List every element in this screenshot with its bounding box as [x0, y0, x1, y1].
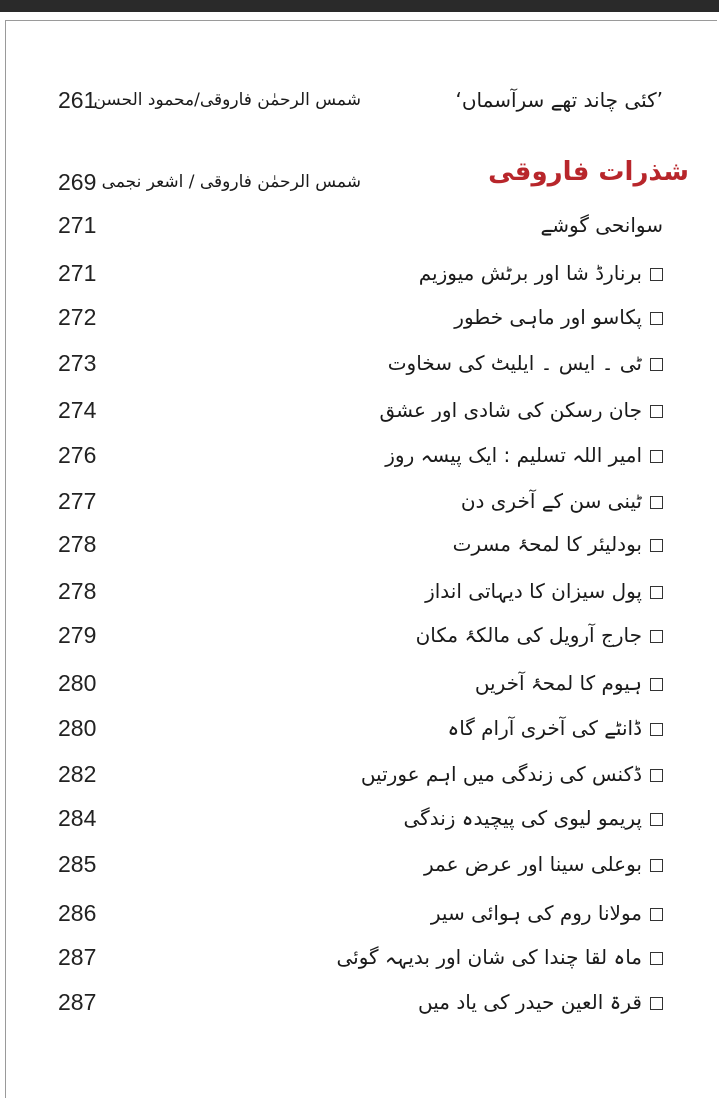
- toc-item: [0, 800, 719, 836]
- item-title: [416, 617, 663, 653]
- toc-item: [0, 756, 719, 792]
- item-title-text: ہیوم کا لمحۂ آخریں: [474, 671, 642, 695]
- toc-item: [0, 895, 719, 931]
- checkbox-square-icon: [650, 450, 663, 463]
- item-title: [385, 437, 663, 473]
- page-number: 272: [58, 304, 97, 330]
- item-title: [424, 846, 663, 882]
- item-title: [404, 800, 663, 836]
- entry-title: ’کئی چاند تھے سرآسماں‘: [455, 88, 663, 112]
- item-title-text: ڈانٹے کی آخری آرام گاہ: [447, 716, 642, 740]
- toc-item: [0, 846, 719, 882]
- toc-item: [0, 573, 719, 609]
- section-page-number: 269: [58, 169, 97, 195]
- checkbox-square-icon: [650, 496, 663, 509]
- subheading-row: [0, 207, 719, 243]
- item-title: [336, 939, 663, 975]
- item-title-text: برنارڈ شا اور برٹش میوزیم: [418, 261, 642, 285]
- item-title-text: مولانا روم کی ہوائی سیر: [430, 901, 642, 925]
- checkbox-square-icon: [650, 997, 663, 1010]
- item-title: [475, 665, 663, 701]
- item-title: [388, 345, 663, 381]
- item-title-text: پکاسو اور ماہی خطور: [454, 305, 642, 329]
- checkbox-square-icon: [650, 859, 663, 872]
- page-number: 277: [58, 488, 97, 514]
- page-number: 285: [58, 851, 97, 877]
- checkbox-square-icon: [650, 952, 663, 965]
- toc-item: [0, 299, 719, 335]
- page-number: 271: [58, 260, 97, 286]
- top-border-band: [0, 0, 719, 12]
- item-title-text: بودلیئر کا لمحۂ مسرت: [452, 532, 642, 556]
- entry-author: شمس الرحمٰن فاروقی/محمود الحسن: [93, 90, 361, 110]
- subheading: سوانحی گوشے: [540, 213, 663, 237]
- item-title-text: امیر اللہ تسلیم : ایک پیسہ روز: [385, 443, 642, 467]
- checkbox-square-icon: [650, 678, 663, 691]
- section-heading: شذرات فاروقی: [488, 157, 689, 187]
- toc-item: [0, 984, 719, 1020]
- item-title-text: ٹینی سن کے آخری دن: [460, 489, 642, 513]
- item-title: [361, 756, 663, 792]
- item-title: [425, 573, 663, 609]
- checkbox-square-icon: [650, 769, 663, 782]
- subheading-page-number: 271: [58, 212, 97, 238]
- page-number: 280: [58, 670, 97, 696]
- checkbox-square-icon: [650, 630, 663, 643]
- page-number: 261: [58, 87, 97, 113]
- item-title: [461, 483, 663, 519]
- toc-item: [0, 483, 719, 519]
- toc-item: [0, 345, 719, 381]
- toc-item: [0, 255, 719, 291]
- page-number: 279: [58, 622, 97, 648]
- toc-item: [0, 617, 719, 653]
- item-title: [447, 710, 663, 746]
- checkbox-square-icon: [650, 268, 663, 281]
- page-number: 278: [58, 531, 97, 557]
- page-number: 276: [58, 442, 97, 468]
- checkbox-square-icon: [650, 405, 663, 418]
- checkbox-square-icon: [650, 586, 663, 599]
- checkbox-square-icon: [650, 312, 663, 325]
- checkbox-square-icon: [650, 813, 663, 826]
- item-title: [419, 255, 663, 291]
- item-title-text: ٹی ۔ ایس ۔ ایلیٹ کی سخاوت: [387, 351, 642, 375]
- checkbox-square-icon: [650, 358, 663, 371]
- page-number: 280: [58, 715, 97, 741]
- section-author: شمس الرحمٰن فاروقی / اشعر نجمی: [101, 172, 361, 192]
- page-number: 284: [58, 805, 97, 831]
- item-title: [453, 526, 663, 562]
- page-number: 273: [58, 350, 97, 376]
- item-title-text: قرۃ العین حیدر کی یاد میں: [418, 990, 642, 1014]
- toc-item: [0, 437, 719, 473]
- page-number: 278: [58, 578, 97, 604]
- page-number: 282: [58, 761, 97, 787]
- item-title-text: جان رسکن کی شادی اور عشق: [379, 398, 642, 422]
- section-heading-row: [0, 164, 719, 200]
- item-title: [418, 984, 663, 1020]
- item-title-text: پریمو لیوی کی پیچیدہ زندگی: [403, 806, 642, 830]
- item-title-text: ماہ لقا چندا کی شان اور بدیہہ گوئی: [336, 945, 642, 969]
- toc-entry: [0, 82, 719, 118]
- item-title: [431, 895, 663, 931]
- item-title: [454, 299, 663, 335]
- toc-item: [0, 710, 719, 746]
- item-title-text: ڈکنس کی زندگی میں اہم عورتیں: [360, 762, 642, 786]
- checkbox-square-icon: [650, 908, 663, 921]
- item-title-text: پول سیزان کا دیہاتی انداز: [425, 579, 642, 603]
- page-number: 274: [58, 397, 97, 423]
- toc-item: [0, 939, 719, 975]
- checkbox-square-icon: [650, 539, 663, 552]
- page-number: 287: [58, 944, 97, 970]
- toc-item: [0, 665, 719, 701]
- page-number: 286: [58, 900, 97, 926]
- toc-item: [0, 526, 719, 562]
- page-number: 287: [58, 989, 97, 1015]
- item-title-text: جارج آرویل کی مالکۂ مکان: [415, 623, 642, 647]
- checkbox-square-icon: [650, 723, 663, 736]
- toc-item: [0, 392, 719, 428]
- item-title: [379, 392, 663, 428]
- item-title-text: بوعلی سینا اور عرض عمر: [423, 852, 642, 876]
